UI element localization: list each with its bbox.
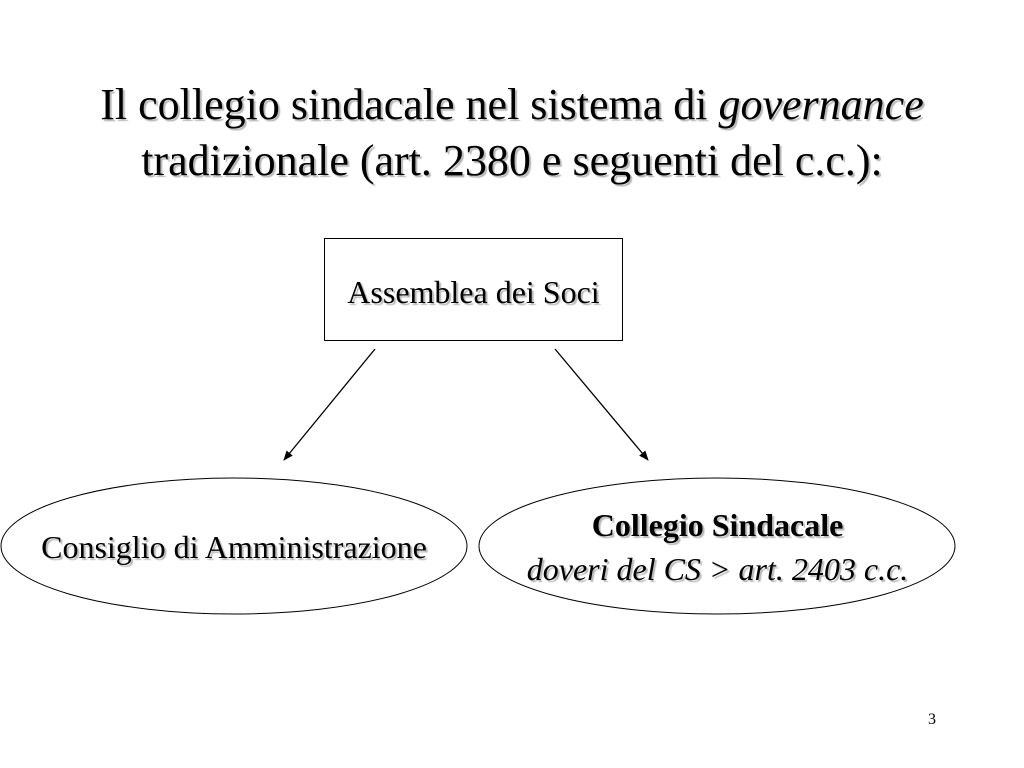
collegio-node-text [479, 503, 956, 591]
collegio-subtitle: doveri del CS > art. 2403 c.c. [526, 551, 909, 587]
consiglio-label: Consiglio di Amministrazione [41, 529, 427, 565]
assemblea-label: Assemblea dei Soci [347, 274, 600, 310]
title-line2-text: tradizionale (art. 2380 e seguenti del c.c.): [141, 136, 883, 185]
page-number: 3 [928, 711, 936, 728]
title-emphasis-governance: governance [718, 80, 924, 129]
title-line1-text: Il collegio sindacale nel sistema di [100, 80, 708, 129]
arrow-to-collegio [555, 349, 648, 460]
collegio-title: Collegio Sindacale [591, 507, 844, 543]
arrow-to-consiglio [284, 349, 375, 460]
